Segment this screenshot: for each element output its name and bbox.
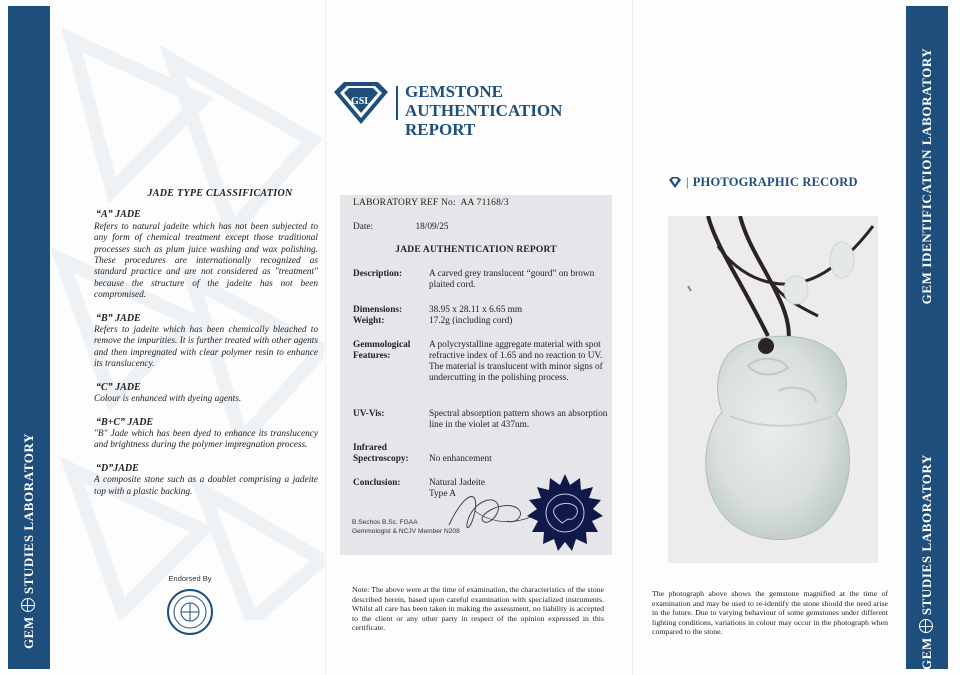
right-band-label: STUDIES LABORATORY bbox=[919, 453, 934, 616]
classification-heading: JADE TYPE CLASSIFICATION bbox=[147, 188, 293, 199]
photo-heading: | PHOTOGRAPHIC RECORD bbox=[668, 175, 858, 190]
photo-disclaimer: The photograph above shows the gemstone magnified at the time of examination and may be used to re-identify the stone should the need arise in the future. Due to varying behaviour of some gemstones under different lighting conditions, variations in colour may occur in the photograph when compared to the stone. bbox=[652, 589, 888, 637]
gemmological-label bbox=[353, 340, 427, 362]
middle-disclaimer: Note: The above were at the time of examination, the characteristics of the stone described herein, based upon careful examination with specialized instruments. Whilst all care has been taken in making the assessment, no liability is accepted to the client or any other party in respect of the opinion expressed in this certificate. bbox=[352, 585, 604, 633]
lab-ref-value: AA 71168/3 bbox=[460, 198, 509, 208]
globe-icon bbox=[919, 619, 933, 633]
dimensions-label: Dimensions: bbox=[353, 305, 403, 315]
weight-value: 17.2g (including cord) bbox=[429, 316, 513, 326]
report-date bbox=[353, 222, 449, 233]
right-brand-band bbox=[906, 6, 948, 669]
gemmological-value: A polycrystalline aggregate material with spot refractive index of 1.65 and no reaction to UV. The material is translucent with minor signs of undercutting in the polishing process. bbox=[429, 340, 603, 383]
grade-a-text: Refers to natural jadeite which has not been subjected to any form of chemical treatment except those traditional processes such as plum juice washing and wax polishing. These procedures are internationally recognized as standard practice and are not considered as "treatment" because the structure of the jadeite has not been compromised. bbox=[94, 221, 318, 301]
report-title-line1: GEMSTONE AUTHENTICATION bbox=[405, 82, 563, 120]
report-subtitle: JADE AUTHENTICATION REPORT bbox=[395, 245, 557, 255]
grade-b-title: “B” JADE bbox=[96, 312, 141, 324]
conclusion-value-line2: Type A bbox=[429, 489, 456, 499]
grade-d-title: “D”JADE bbox=[96, 462, 139, 474]
report-title bbox=[405, 82, 630, 139]
weight-label: Weight: bbox=[353, 316, 385, 326]
left-band-label: STUDIES LABORATORY bbox=[21, 432, 36, 595]
left-band-text bbox=[21, 433, 37, 649]
grade-c-text: Colour is enhanced with dyeing agents. bbox=[94, 394, 242, 405]
infrared-label-line2: Spectroscopy: bbox=[353, 454, 409, 464]
jade-gourd-pendant-image bbox=[668, 216, 878, 563]
signer-title: Gemmologist & NCJV Member N208 bbox=[352, 527, 460, 535]
grade-d-text: A composite stone such as a doublet comprising a jadeite top with a plastic backing. bbox=[94, 475, 318, 497]
gemmological-association-seal-icon bbox=[166, 588, 214, 636]
signer-name: B.Sechos B.Sc. FGAA bbox=[352, 519, 418, 526]
date-value: 18/09/25 bbox=[415, 222, 449, 232]
right-band-top-text: GEM IDENTIFICATION LABORATORY bbox=[919, 47, 934, 305]
logo-text: GSL bbox=[350, 96, 372, 107]
left-band-prefix: GEM bbox=[21, 616, 36, 650]
grade-bc-text: "B" Jade which has been dyed to enhance its translucency and brightness during the polymer impregnation process. bbox=[94, 428, 318, 451]
conclusion-value-line1: Natural Jadeite bbox=[429, 478, 486, 488]
uvvis-label: UV-Vis: bbox=[353, 409, 385, 419]
left-brand-band bbox=[8, 6, 50, 669]
infrared-label-line1: Infrared bbox=[353, 443, 387, 453]
gold-star-seal-icon bbox=[524, 473, 606, 555]
jade-classification bbox=[94, 188, 318, 509]
right-band-prefix: GEM bbox=[919, 637, 934, 671]
grade-c-title: “C” JADE bbox=[96, 381, 141, 393]
fold-line-left bbox=[325, 0, 326, 675]
description-label: Description: bbox=[353, 269, 403, 279]
fold-line-right bbox=[632, 0, 633, 675]
right-band-bottom-text bbox=[919, 454, 935, 670]
gemmological-label-line2: Features: bbox=[353, 351, 391, 361]
gemstone-photo bbox=[668, 216, 878, 563]
gemmological-label-line1: Gemmological bbox=[353, 340, 411, 350]
grade-a-title: “A” JADE bbox=[96, 209, 141, 221]
report-title-line2: REPORT bbox=[405, 120, 476, 139]
signer-details bbox=[352, 519, 460, 536]
endorsed-by-label: Endorsed By bbox=[168, 574, 212, 583]
gsl-diamond-icon bbox=[330, 80, 392, 126]
dimensions-value: 38.95 x 28.11 x 6.65 mm bbox=[429, 305, 523, 315]
lab-ref-label: LABORATORY REF No: bbox=[353, 198, 456, 208]
grade-bc-title: “B+C” JADE bbox=[96, 416, 154, 428]
photo-heading-text: PHOTOGRAPHIC RECORD bbox=[692, 175, 858, 189]
report-panel bbox=[340, 195, 612, 555]
logo-divider bbox=[396, 86, 398, 120]
grade-b-text: Refers to jadeite which has been chemically bleached to remove the impurities. It is further treated with other agents and then impregnated with clear polymer resin to enhance its translucency. bbox=[94, 325, 318, 370]
uvvis-value: Spectral absorption pattern shows an absorption line in the violet at 437nm. bbox=[429, 409, 608, 430]
infrared-label bbox=[353, 443, 427, 465]
report-logo bbox=[330, 80, 630, 139]
small-diamond-icon bbox=[668, 177, 682, 188]
globe-icon bbox=[21, 598, 35, 612]
date-label: Date: bbox=[353, 222, 374, 232]
lab-ref bbox=[353, 198, 509, 209]
conclusion-label: Conclusion: bbox=[353, 478, 401, 488]
infrared-value: No enhancement bbox=[429, 454, 492, 464]
description-value: A carved grey translucent “gourd” on brown plaited cord. bbox=[429, 269, 595, 290]
